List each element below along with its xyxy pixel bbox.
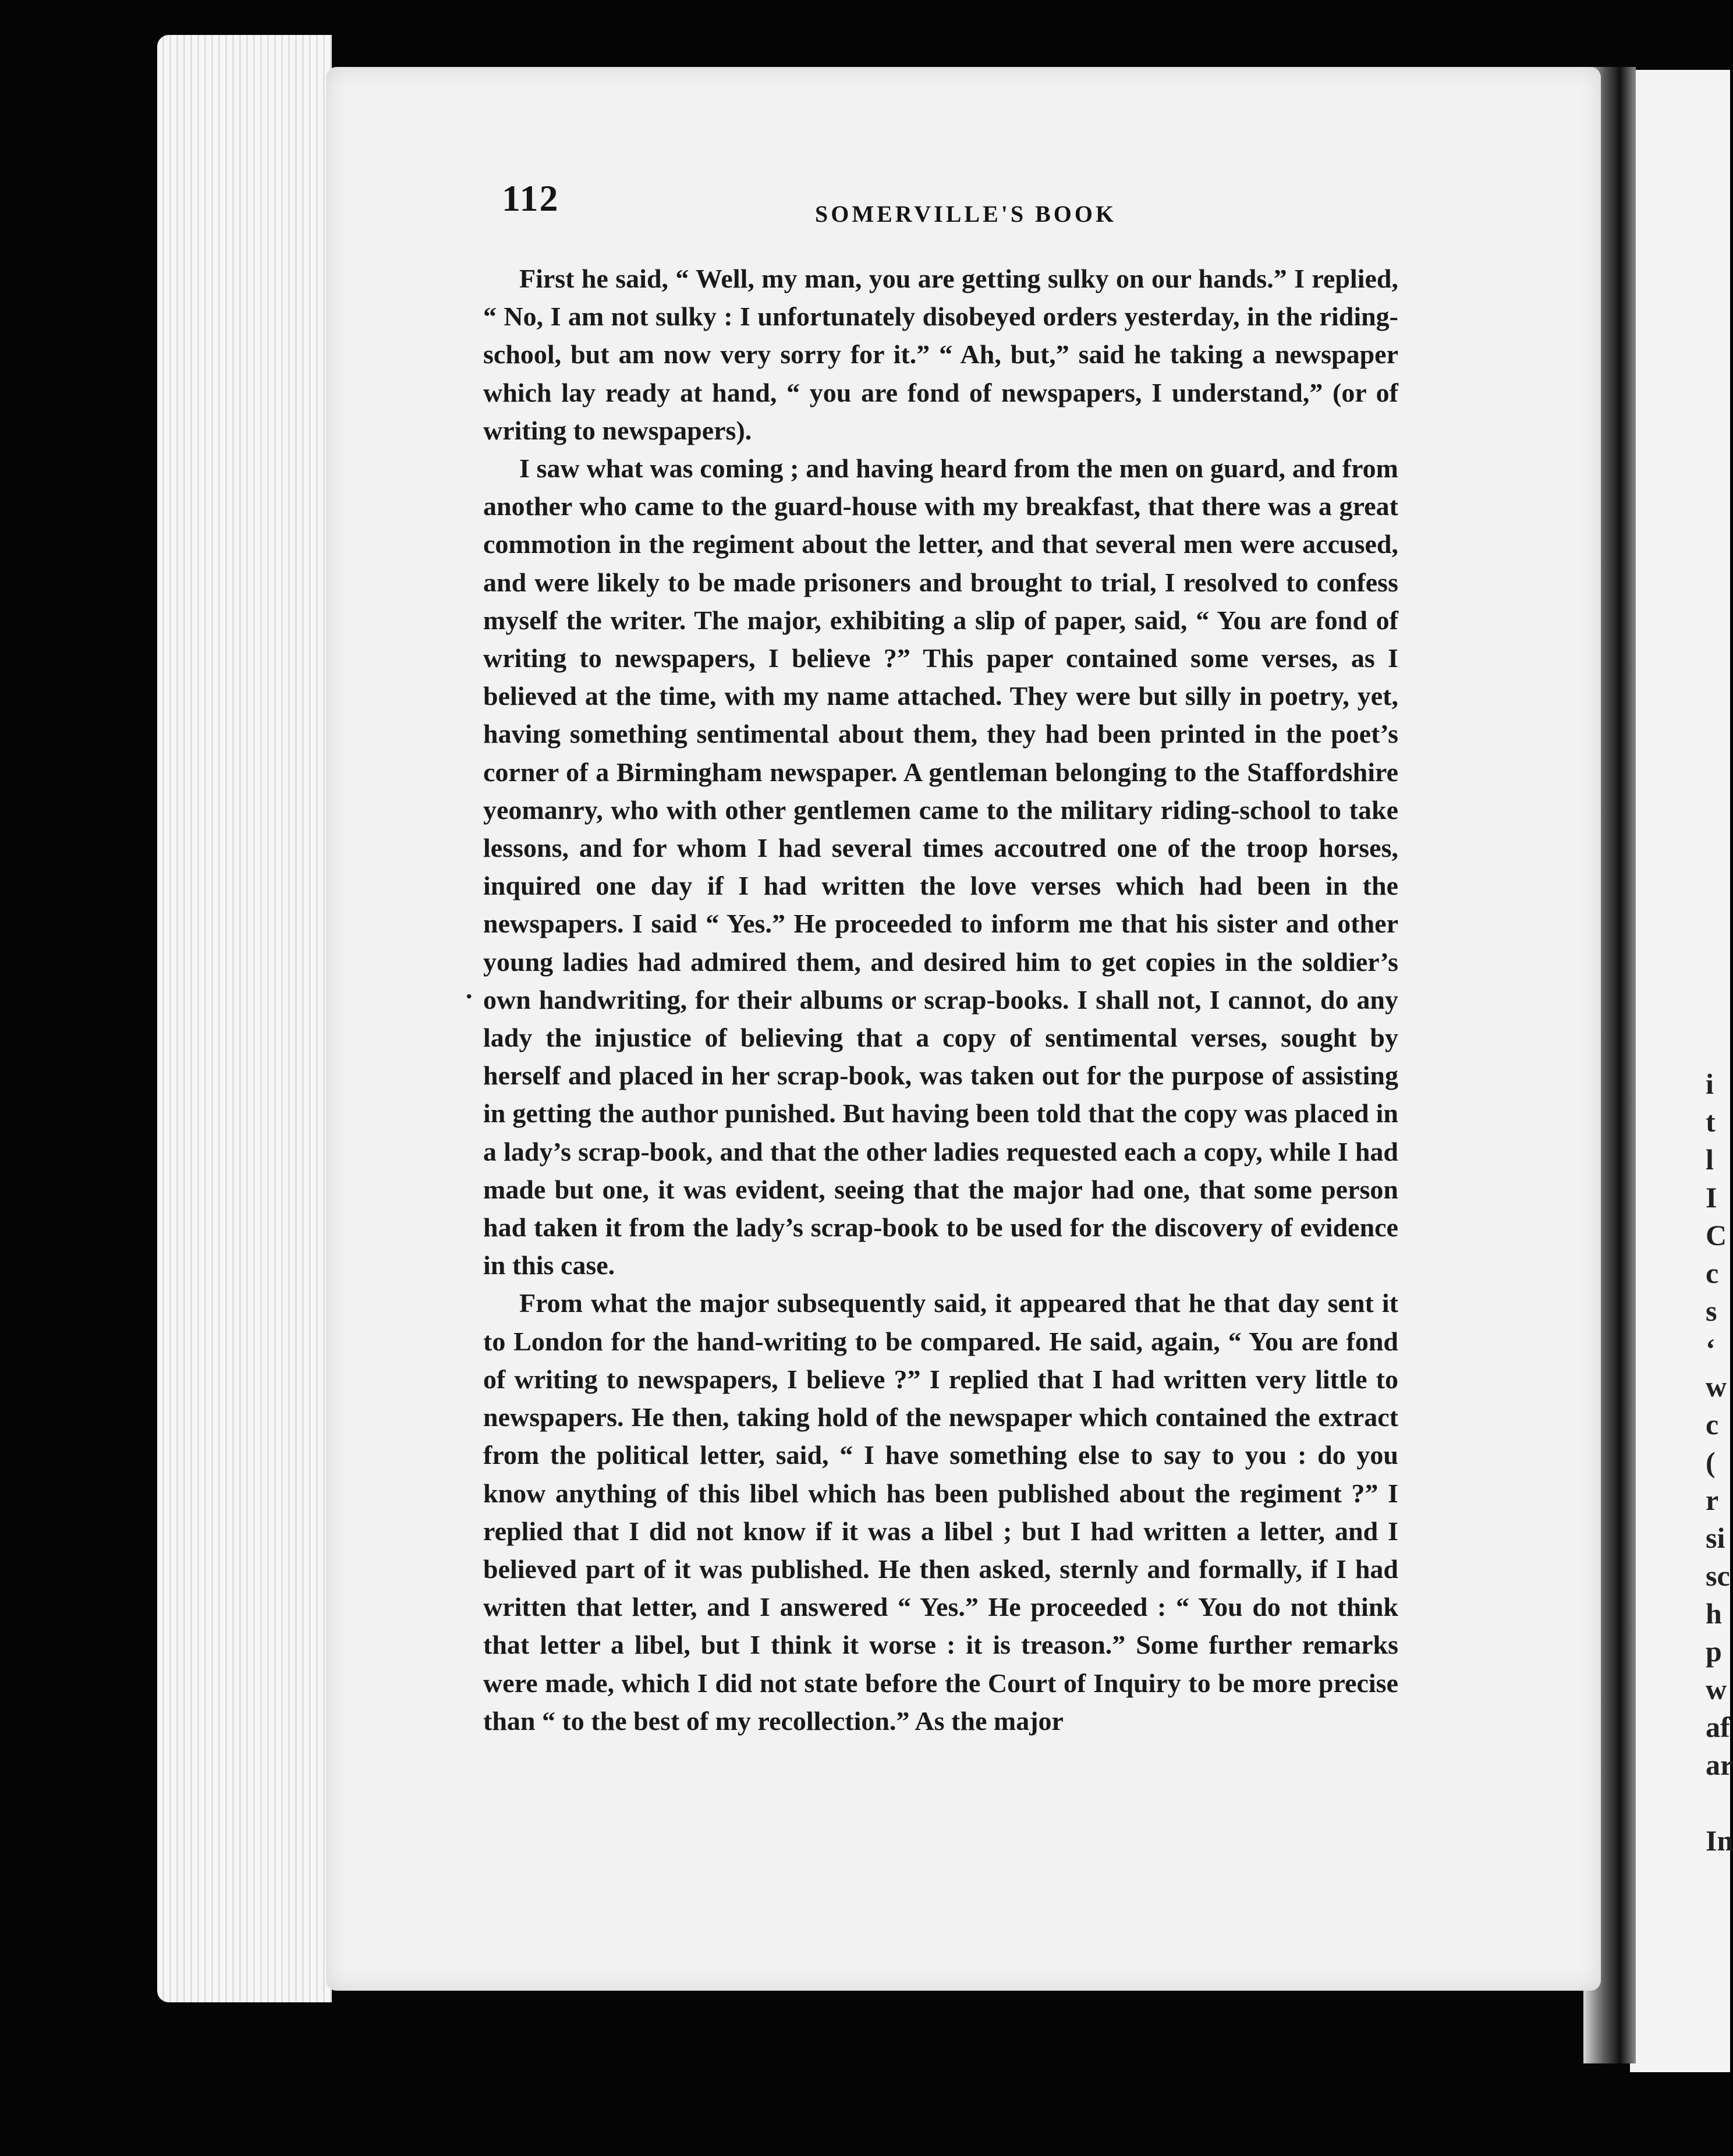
margin-mark: . — [466, 974, 473, 1004]
page-number: 112 — [502, 178, 559, 219]
facing-page-text: i t l I C c s ‘ w c ( r si sc h p w af ar In — [1706, 1068, 1733, 1857]
book-page-edges — [157, 35, 332, 2002]
paragraph-3: From what the major subsequently said, it appeared that he that day sent it to London for the hand-writing to be compared. He said, again, “ You are fond of writing to newspapers, I believe ?” I replied that I had written very little to newspapers. He then, taking hold of the newspaper which contained the extract from the political letter, said, “ I have something else to say to you : do you know anything of this libel which has been published about the regiment ?” I replied that I did not know if it was a libel ; but I had written a letter, and I believed part of it was published. He then asked, sternly and formally, if I had written that letter, and I answered “ Yes.” He proceeded : “ You do not think that letter a libel, but I think it worse : it is treason.” Some further remarks were made, which I did not state before the Court of Inquiry to be more precise than “ to the best of my recollection.” As the major — [483, 1288, 1398, 1736]
paragraph-2: I saw what was coming ; and having heard from the men on guard, and from another who came to the guard-house with my breakfast, that there was a great commotion in the regiment about the letter, and that several men were accused, and were likely to be made prisoners and brought to trial, I resolved to confess myself the writer. The major, exhibiting a slip of paper, said, “ You are fond of writing to newspapers, I believe ?” This paper contained some verses, as I believed at the time, with my name attached. They were but silly in poetry, yet, having something sentimental about them, they had been printed in the poet’s corner of a Birmingham newspaper. A gentleman belonging to the Staffordshire yeomanry, who with other gentlemen came to the military riding-school to take lessons, and for whom I had several times accoutred one of the troop horses, inquired one day if I had written the love verses which had been in the newspapers. I said “ Yes.” He proceeded to inform me that his sister and other young ladies had admired them, and desired him to get copies in the soldier’s own handwriting, for their albums or scrap-books. I shall not, I cannot, do any lady the injustice of believing that a copy of sentimental verses, sought by herself and placed in her scrap-book, was taken out for the purpose of assisting in getting the author punished. But having been told that the copy was placed in a lady’s scrap-book, and that the other ladies requested each a copy, while I had made but one, it was evident, seeing that the major had one, that some person had taken it from the lady’s scrap-book to be used for the discovery of evidence in this case. — [483, 453, 1398, 1281]
running-title: SOMERVILLE'S BOOK — [815, 201, 1117, 227]
paragraph-1: First he said, “ Well, my man, you are getting sulky on our hands.” I replied, “ No, I am not sulky : I unfortunately disobeyed orders yesterday, in the riding-school, but am now very sorry for it.” “ Ah, but,” said he taking a newspaper which lay ready at hand, “ you are fond of newspapers, I understand,” (or of writing to newspapers). — [483, 264, 1398, 445]
body-text — [483, 260, 1398, 1740]
